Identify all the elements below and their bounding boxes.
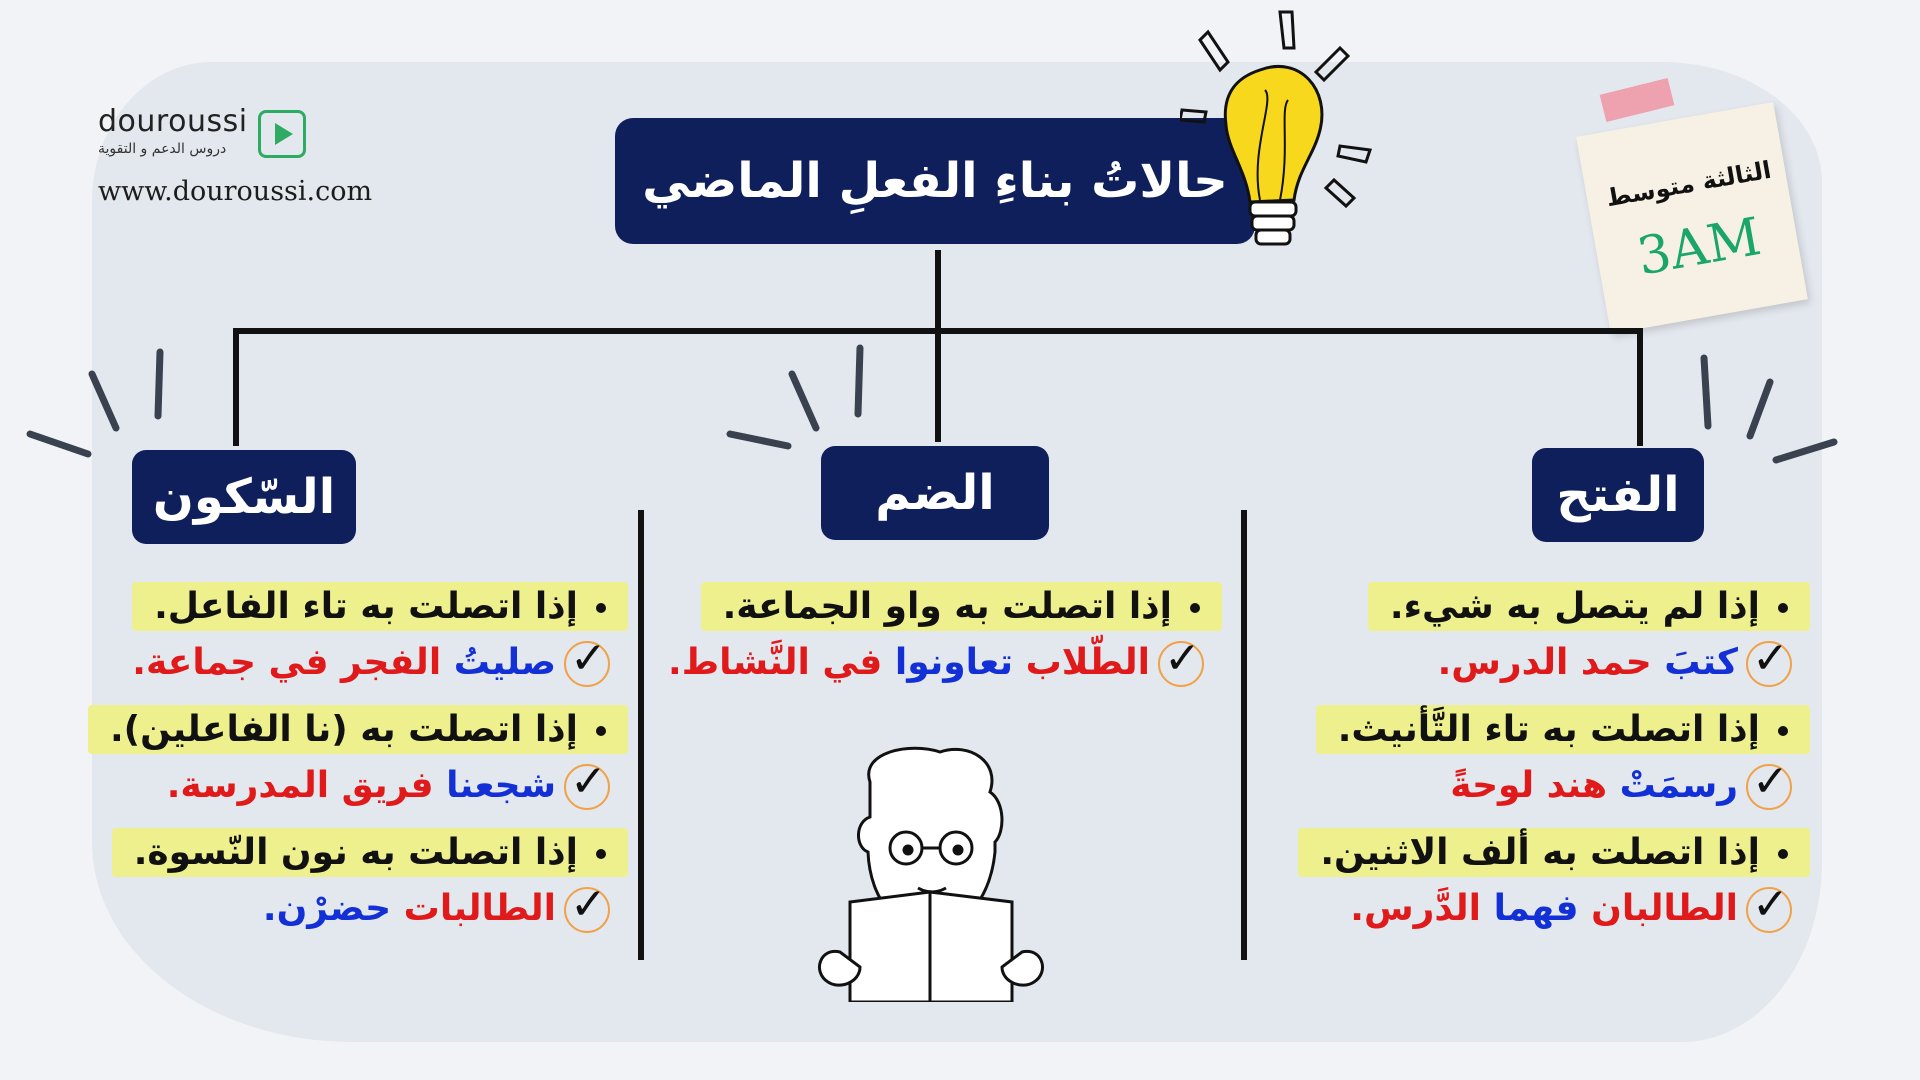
level-code: 3AM — [1632, 206, 1766, 288]
rule-item — [132, 582, 628, 631]
example-word: حمد الدرس. — [1437, 642, 1665, 683]
bullet-icon — [596, 849, 606, 859]
column-fatha — [1210, 576, 1810, 945]
brand-name: douroussi — [98, 104, 248, 139]
example-sentence — [68, 754, 628, 822]
checkmark-icon — [1746, 641, 1792, 687]
rule-text: إذا اتصلت به تاء التَّأنيث. — [1337, 709, 1760, 750]
example-word: تعاونوا — [894, 642, 1014, 683]
example-word: فهما — [1493, 888, 1579, 929]
checkmark-icon — [564, 887, 610, 933]
bullet-icon — [1778, 849, 1788, 859]
example-sentence — [662, 631, 1222, 699]
tree-trunk — [935, 250, 941, 442]
divider-left — [638, 510, 644, 960]
example-word: شجعنا — [446, 765, 556, 806]
lightbulb-icon — [1180, 10, 1420, 260]
rule-text: إذا اتصلت به ألف الاثنين. — [1320, 832, 1760, 873]
column-sukun — [68, 576, 628, 945]
tree-drop-left — [233, 328, 239, 446]
bullet-icon — [596, 603, 606, 613]
example-word: الدَّرس. — [1350, 888, 1494, 929]
example-word: الطالبان — [1578, 888, 1738, 929]
checkmark-icon — [564, 641, 610, 687]
tree-branch — [233, 328, 1643, 334]
level-arabic: الثالثة متوسط — [1604, 155, 1774, 213]
example-word: حضرْن. — [262, 888, 392, 929]
rule-item — [88, 705, 628, 754]
example-sentence — [68, 877, 628, 945]
heading-fatha: الفتح — [1532, 448, 1704, 542]
emphasis-strokes-middle — [720, 340, 880, 450]
bullet-icon — [596, 726, 606, 736]
rule-item — [1298, 828, 1810, 877]
play-icon — [258, 110, 306, 158]
brand-url[interactable]: www.douroussi.com — [98, 176, 373, 207]
emphasis-strokes-right — [1690, 340, 1850, 470]
example-word: الطّلاب — [1013, 642, 1150, 683]
rule-item — [112, 828, 628, 877]
example-word: كتبَ — [1664, 642, 1738, 683]
example-sentence — [1210, 754, 1810, 822]
bullet-icon — [1778, 726, 1788, 736]
emphasis-strokes-left — [20, 340, 190, 460]
rule-text: إذا لم يتصل به شيء. — [1389, 586, 1760, 627]
rule-text: إذا اتصلت به (نا الفاعلين). — [109, 709, 578, 750]
rule-text: إذا اتصلت به نون النّسوة. — [133, 832, 578, 873]
rule-item — [1316, 705, 1810, 754]
rule-text: إذا اتصلت به واو الجماعة. — [722, 586, 1172, 627]
bullet-icon — [1778, 603, 1788, 613]
checkmark-icon — [564, 764, 610, 810]
checkmark-icon — [1158, 641, 1204, 687]
page-title: حالاتُ بناءِ الفعلِ الماضي — [615, 118, 1255, 244]
example-sentence — [68, 631, 628, 699]
example-sentence — [1210, 877, 1810, 945]
checkmark-icon — [1746, 764, 1792, 810]
brand-tagline: دروس الدعم و التقوية — [98, 141, 227, 157]
tree-drop-right — [1637, 328, 1643, 446]
example-word: الطالبات — [391, 888, 556, 929]
example-sentence — [1210, 631, 1810, 699]
example-word: صليتُ — [453, 642, 556, 683]
bullet-icon — [1190, 603, 1200, 613]
brand-logo[interactable] — [98, 104, 248, 157]
example-word: هند لوحةً — [1450, 765, 1620, 806]
example-word: في النَّشاط. — [668, 642, 895, 683]
level-note — [1576, 102, 1808, 334]
checkmark-icon — [1746, 887, 1792, 933]
example-word: رسمَتْ — [1619, 765, 1738, 806]
rule-item — [701, 582, 1222, 631]
column-damma — [662, 576, 1222, 699]
heading-damma: الضم — [821, 446, 1049, 540]
reading-boy-illustration — [800, 742, 1090, 1002]
rule-item — [1368, 582, 1810, 631]
rule-text: إذا اتصلت به تاء الفاعل. — [154, 586, 578, 627]
example-word: فريق المدرسة. — [166, 765, 447, 806]
heading-sukun: السّكون — [132, 450, 356, 544]
example-word: الفجر في جماعة. — [132, 642, 454, 683]
